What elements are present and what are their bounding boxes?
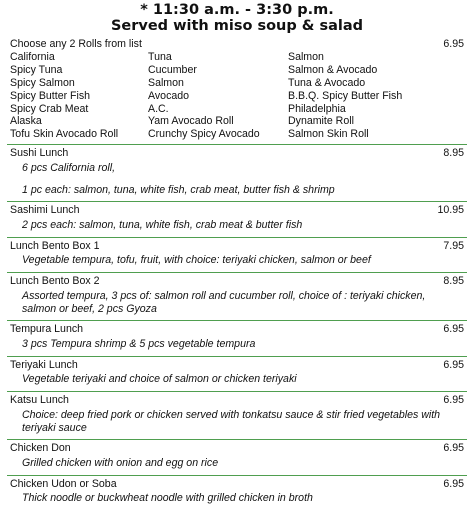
roll-option: Spicy Crab Meat (10, 102, 89, 115)
roll-option: A.C. (148, 102, 169, 115)
menu-header (0, 0, 474, 34)
roll-option: Tuna & Avocado (288, 76, 366, 89)
menu-item-description: 1 pc each: salmon, tuna, white fish, crab meat, butter fish & shrimp (22, 183, 335, 196)
rolls-price: 6.95 (443, 38, 464, 50)
rolls-section (0, 38, 474, 141)
menu-item-name: Lunch Bento Box 2 (10, 275, 100, 288)
menu-item (0, 202, 474, 233)
menu-item-description: Vegetable teriyaki and choice of salmon or chicken teriyaki (22, 373, 297, 386)
roll-option: Spicy Butter Fish (10, 89, 91, 102)
menu-item-description: 6 pcs California roll, (22, 161, 116, 174)
menu-item-description: Vegetable tempura, tofu, fruit, with choice: teriyaki chicken, salmon or beef (22, 254, 371, 267)
roll-option: Salmon Skin Roll (288, 128, 369, 141)
roll-option: Dynamite Roll (288, 115, 354, 128)
menu-item-price: 6.95 (443, 394, 464, 407)
roll-option: California (10, 50, 55, 63)
roll-option: Crunchy Spicy Avocado (148, 128, 260, 141)
roll-option: Tuna (148, 50, 172, 63)
menu-item (0, 273, 474, 317)
menu-item-price: 10.95 (437, 204, 464, 217)
roll-option: B.B.Q. Spicy Butter Fish (288, 89, 403, 102)
menu-item-price: 8.95 (443, 275, 464, 288)
menu-item-name: Sashimi Lunch (10, 204, 80, 217)
menu-item-name: Chicken Udon or Soba (10, 477, 117, 490)
menu-item-name: Sushi Lunch (10, 147, 69, 160)
menu-item-description: Thick noodle or buckwheat noodle with grilled chicken in broth (22, 492, 313, 505)
menu-item-price: 7.95 (443, 239, 464, 252)
roll-option: Salmon & Avocado (288, 63, 378, 76)
roll-option: Salmon (148, 76, 184, 89)
menu-item-name: Tempura Lunch (10, 323, 84, 336)
menu-item (0, 321, 474, 352)
menu-item-name: Teriyaki Lunch (10, 358, 78, 371)
menu-item-price: 6.95 (443, 323, 464, 336)
menu-item (0, 476, 474, 507)
roll-option: Spicy Tuna (10, 63, 63, 76)
menu-item (0, 392, 474, 436)
menu-item-price: 6.95 (443, 442, 464, 455)
roll-option: Yam Avocado Roll (148, 115, 234, 128)
menu-item-description: Grilled chicken with onion and egg on rice (22, 456, 219, 469)
menu-item-description: 3 pcs Tempura shrimp & 5 pcs vegetable tempura (22, 337, 256, 350)
roll-option: Avocado (148, 89, 190, 102)
menu-item-price: 6.95 (443, 358, 464, 371)
menu-item (0, 440, 474, 471)
roll-option: Philadelphia (288, 102, 346, 115)
lunch-hours: * 11:30 a.m. - 3:30 p.m. (140, 2, 334, 18)
roll-option: Spicy Salmon (10, 76, 75, 89)
rolls-header (10, 38, 464, 51)
menu-item (0, 357, 474, 388)
rolls-list (10, 51, 464, 141)
menu-item-price: 6.95 (443, 477, 464, 490)
menu-item-price: 8.95 (443, 147, 464, 160)
menu-item-name: Chicken Don (10, 442, 71, 455)
menu-item-name: Lunch Bento Box 1 (10, 239, 100, 252)
menu-item-name: Katsu Lunch (10, 394, 69, 407)
menu-item (0, 238, 474, 269)
rolls-title: Choose any 2 Rolls from list (10, 38, 142, 50)
roll-option: Tofu Skin Avocado Roll (10, 128, 119, 141)
roll-option: Cucumber (148, 63, 197, 76)
menu-items (0, 144, 474, 507)
menu-item-description: 2 pcs each: salmon, tuna, white fish, crab meat & butter fish (22, 219, 303, 232)
menu-item (0, 145, 474, 198)
served-with-note: Served with miso soup & salad (110, 18, 364, 34)
menu-item-description: Choice: deep fried pork or chicken served with tonkatsu sauce & stir fried vegetables with teriyaki sauce (22, 408, 441, 434)
menu-item-description: Assorted tempura, 3 pcs of: salmon roll and cucumber roll, choice of : teriyaki chicken, salmon or beef, 2 pcs Gyoza (22, 289, 426, 315)
roll-option: Alaska (10, 115, 42, 128)
roll-option: Salmon (288, 50, 324, 63)
